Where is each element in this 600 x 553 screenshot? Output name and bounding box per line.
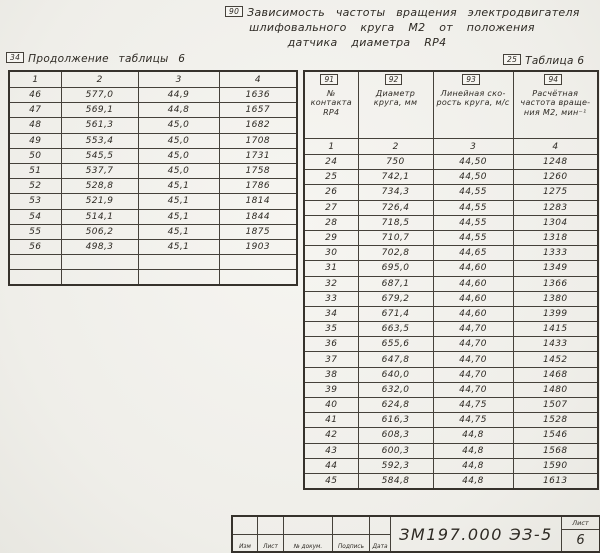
cell-frequency: 1903	[219, 239, 297, 254]
table-row	[9, 118, 297, 133]
table-row	[304, 413, 598, 428]
table-row	[9, 224, 297, 239]
cell-diameter: 514,1	[61, 209, 138, 224]
table-row	[304, 382, 598, 397]
cell-contact: 48	[9, 118, 61, 133]
cell-speed: 44,55	[433, 230, 513, 245]
col-number: 3	[138, 71, 219, 88]
cell-frequency: 1546	[513, 428, 598, 443]
cell-diameter: 506,2	[61, 224, 138, 239]
cell-contact: 26	[304, 185, 358, 200]
table-row	[9, 148, 297, 163]
cell-speed: 44,55	[433, 215, 513, 230]
cell-diameter: 647,8	[358, 352, 433, 367]
cell-speed: 44,50	[433, 155, 513, 170]
cell-contact: 28	[304, 215, 358, 230]
cell-speed: 44,65	[433, 246, 513, 261]
col-number: 2	[61, 71, 138, 88]
cell-contact: 31	[304, 261, 358, 276]
empty-row	[9, 255, 297, 270]
document-number: ЗМ197.000 ЭЗ-5	[399, 524, 553, 544]
cell-speed: 44,55	[433, 200, 513, 215]
header-frequency	[513, 71, 598, 139]
cell-contact: 35	[304, 322, 358, 337]
table-row	[304, 170, 598, 185]
cell-diameter: 600,3	[358, 443, 433, 458]
revision-empty-row	[233, 517, 390, 534]
ref-box-92: 92	[385, 74, 403, 85]
cell-diameter: 742,1	[358, 170, 433, 185]
header-speed	[433, 71, 513, 139]
cell-frequency: 1333	[513, 246, 598, 261]
table-row	[304, 443, 598, 458]
cell-speed: 44,60	[433, 306, 513, 321]
cell-diameter: 663,5	[358, 322, 433, 337]
table-row	[9, 209, 297, 224]
table-row	[304, 473, 598, 489]
cell-diameter: 569,1	[61, 103, 138, 118]
header-label: Диаметр круга, мм	[373, 88, 418, 107]
cell-contact: 29	[304, 230, 358, 245]
cell-contact: 47	[9, 103, 61, 118]
cell-frequency: 1844	[219, 209, 297, 224]
cell-contact: 51	[9, 163, 61, 178]
cell-speed: 44,8	[433, 443, 513, 458]
table-row	[9, 163, 297, 178]
cell-contact: 49	[9, 133, 61, 148]
cell-speed: 45,1	[138, 239, 219, 254]
ref-box-94: 94	[544, 74, 562, 85]
cell-frequency: 1636	[219, 88, 297, 103]
table-row	[9, 194, 297, 209]
document-title	[225, 5, 599, 50]
cell-contact: 33	[304, 291, 358, 306]
cell-speed: 44,70	[433, 367, 513, 382]
cell-frequency: 1786	[219, 179, 297, 194]
col-number: 2	[358, 139, 433, 155]
cell-contact: 46	[9, 88, 61, 103]
title-line-1	[225, 5, 599, 20]
col-number: 3	[433, 139, 513, 155]
drawing-title-block	[231, 515, 600, 553]
cell-contact: 56	[9, 239, 61, 254]
cell-contact: 44	[304, 458, 358, 473]
cell-speed: 44,75	[433, 398, 513, 413]
cell-speed: 44,8	[138, 103, 219, 118]
cell-contact: 43	[304, 443, 358, 458]
table-row	[9, 239, 297, 254]
cell-speed: 44,60	[433, 291, 513, 306]
cell-frequency: 1349	[513, 261, 598, 276]
cell-speed: 44,60	[433, 276, 513, 291]
cell-frequency: 1283	[513, 200, 598, 215]
col-number: 1	[9, 71, 61, 88]
cell-diameter: 616,3	[358, 413, 433, 428]
table-row	[9, 179, 297, 194]
cell-speed: 45,0	[138, 133, 219, 148]
cell-speed: 45,1	[138, 224, 219, 239]
table-row	[304, 185, 598, 200]
cell-contact: 30	[304, 246, 358, 261]
cell-contact: 40	[304, 398, 358, 413]
table-row	[304, 458, 598, 473]
cell-diameter: 734,3	[358, 185, 433, 200]
label-docnum: № докум.	[284, 535, 333, 552]
header-label: Расчётная частота вращения М2, мин⁻¹	[520, 88, 591, 117]
table-row	[304, 337, 598, 352]
cell-contact: 54	[9, 209, 61, 224]
right-header-row	[304, 71, 598, 139]
cell-frequency: 1304	[513, 215, 598, 230]
empty-row	[9, 270, 297, 286]
cell-diameter: 528,8	[61, 179, 138, 194]
cell-diameter: 545,5	[61, 148, 138, 163]
ref-box-25: 25	[503, 54, 521, 65]
cell-contact: 45	[304, 473, 358, 489]
cell-diameter: 726,4	[358, 200, 433, 215]
label-podpis: Подпись	[333, 535, 370, 552]
cell-contact: 55	[9, 224, 61, 239]
left-table-caption	[6, 52, 185, 65]
cell-speed: 44,70	[433, 352, 513, 367]
cell-diameter: 671,4	[358, 306, 433, 321]
cell-frequency: 1260	[513, 170, 598, 185]
cell-frequency: 1731	[219, 148, 297, 163]
cell-diameter: 592,3	[358, 458, 433, 473]
cell-frequency: 1248	[513, 155, 598, 170]
cell-frequency: 1507	[513, 398, 598, 413]
cell-frequency: 1275	[513, 185, 598, 200]
cell-frequency: 1590	[513, 458, 598, 473]
cell-diameter: 702,8	[358, 246, 433, 261]
cell-speed: 44,55	[433, 185, 513, 200]
cell-speed: 45,0	[138, 163, 219, 178]
cell-speed: 44,50	[433, 170, 513, 185]
cell-contact: 24	[304, 155, 358, 170]
cell-frequency: 1875	[219, 224, 297, 239]
cell-diameter: 679,2	[358, 291, 433, 306]
table-row	[9, 133, 297, 148]
table-row	[304, 398, 598, 413]
left-table-body	[9, 88, 297, 255]
cell-contact: 38	[304, 367, 358, 382]
cell-diameter: 553,4	[61, 133, 138, 148]
cell-diameter: 718,5	[358, 215, 433, 230]
cell-contact: 39	[304, 382, 358, 397]
table-row	[304, 246, 598, 261]
cell-speed: 44,8	[433, 428, 513, 443]
cell-frequency: 1613	[513, 473, 598, 489]
cell-frequency: 1758	[219, 163, 297, 178]
title-text-1: Зависимость частоты вращения электродвигателя	[247, 6, 580, 19]
col-number: 1	[304, 139, 358, 155]
title-line-3: датчика диаметра RP4	[287, 36, 447, 49]
cell-diameter: 750	[358, 155, 433, 170]
cell-diameter: 608,3	[358, 428, 433, 443]
table-row	[304, 367, 598, 382]
cell-contact: 36	[304, 337, 358, 352]
cell-contact: 37	[304, 352, 358, 367]
cell-speed: 44,8	[433, 473, 513, 489]
label-list: Лист	[258, 535, 284, 552]
right-table-body	[304, 155, 598, 490]
cell-frequency: 1433	[513, 337, 598, 352]
cell-contact: 32	[304, 276, 358, 291]
cell-diameter: 632,0	[358, 382, 433, 397]
cell-speed: 45,1	[138, 209, 219, 224]
cell-diameter: 687,1	[358, 276, 433, 291]
table-row	[304, 291, 598, 306]
header-label: Линейная скорость круга, м/с	[436, 88, 510, 107]
cell-diameter: 537,7	[61, 163, 138, 178]
cell-frequency: 1415	[513, 322, 598, 337]
cell-frequency: 1568	[513, 443, 598, 458]
label-data: Дата	[372, 544, 388, 550]
cell-diameter: 640,0	[358, 367, 433, 382]
cell-frequency: 1657	[219, 103, 297, 118]
cell-frequency: 1366	[513, 276, 598, 291]
cell-diameter: 624,8	[358, 398, 433, 413]
cell-speed: 44,8	[433, 458, 513, 473]
table-row	[304, 322, 598, 337]
left-column-number-row	[9, 71, 297, 88]
ref-box-93: 93	[462, 74, 480, 85]
cell-frequency: 1708	[219, 133, 297, 148]
table-row	[9, 88, 297, 103]
cell-speed: 45,1	[138, 194, 219, 209]
cell-contact: 27	[304, 200, 358, 215]
cell-diameter: 561,3	[61, 118, 138, 133]
label-izm: Изм	[233, 535, 258, 552]
left-table-empty-rows	[9, 255, 297, 286]
revision-grid	[233, 517, 391, 551]
cell-contact: 50	[9, 148, 61, 163]
cell-frequency: 1480	[513, 382, 598, 397]
cell-frequency: 1528	[513, 413, 598, 428]
table-row	[304, 155, 598, 170]
cell-diameter: 498,3	[61, 239, 138, 254]
left-caption-text: Продолжение таблицы 6	[28, 53, 186, 65]
table-row	[304, 428, 598, 443]
cell-contact: 52	[9, 179, 61, 194]
col-number: 4	[513, 139, 598, 155]
sheet-box	[561, 517, 599, 551]
cell-diameter: 521,9	[61, 194, 138, 209]
cell-frequency: 1399	[513, 306, 598, 321]
cell-contact: 53	[9, 194, 61, 209]
right-table-caption	[503, 54, 584, 67]
cell-frequency: 1318	[513, 230, 598, 245]
revision-label-row	[233, 534, 390, 552]
cell-frequency: 1682	[219, 118, 297, 133]
cell-speed: 45,1	[138, 179, 219, 194]
cell-frequency: 1452	[513, 352, 598, 367]
cell-speed: 44,70	[433, 382, 513, 397]
ref-box-34: 34	[6, 52, 24, 63]
cell-diameter: 655,6	[358, 337, 433, 352]
sheet-label: Лист	[562, 517, 599, 530]
left-table	[8, 70, 298, 286]
header-label: № контакта RP4	[310, 88, 352, 117]
right-table	[303, 70, 599, 490]
cell-diameter: 695,0	[358, 261, 433, 276]
col-number: 4	[219, 71, 297, 88]
table-row	[304, 306, 598, 321]
cell-diameter: 710,7	[358, 230, 433, 245]
cell-frequency: 1380	[513, 291, 598, 306]
cell-speed: 44,60	[433, 261, 513, 276]
table-row	[304, 352, 598, 367]
cell-frequency: 1814	[219, 194, 297, 209]
ref-box-91: 91	[320, 74, 338, 85]
cell-speed: 44,9	[138, 88, 219, 103]
cell-contact: 41	[304, 413, 358, 428]
cell-speed: 44,70	[433, 322, 513, 337]
cell-contact: 25	[304, 170, 358, 185]
header-diameter	[358, 71, 433, 139]
table-row	[304, 230, 598, 245]
cell-speed: 44,70	[433, 337, 513, 352]
right-column-number-row	[304, 139, 598, 155]
header-contact	[304, 71, 358, 139]
cell-diameter: 584,8	[358, 473, 433, 489]
cell-speed: 44,75	[433, 413, 513, 428]
table-row	[304, 276, 598, 291]
table-row	[304, 215, 598, 230]
table-row	[304, 261, 598, 276]
cell-contact: 34	[304, 306, 358, 321]
ref-box-90: 90	[225, 6, 243, 17]
cell-contact: 42	[304, 428, 358, 443]
sheet-number: 6	[576, 533, 585, 548]
title-line-2: шлифовального круга М2 от положения	[249, 21, 535, 34]
cell-diameter: 577,0	[61, 88, 138, 103]
table-row	[304, 200, 598, 215]
cell-frequency: 1468	[513, 367, 598, 382]
right-caption-text: Таблица 6	[525, 55, 585, 67]
cell-speed: 45,0	[138, 148, 219, 163]
table-row	[9, 103, 297, 118]
cell-speed: 45,0	[138, 118, 219, 133]
